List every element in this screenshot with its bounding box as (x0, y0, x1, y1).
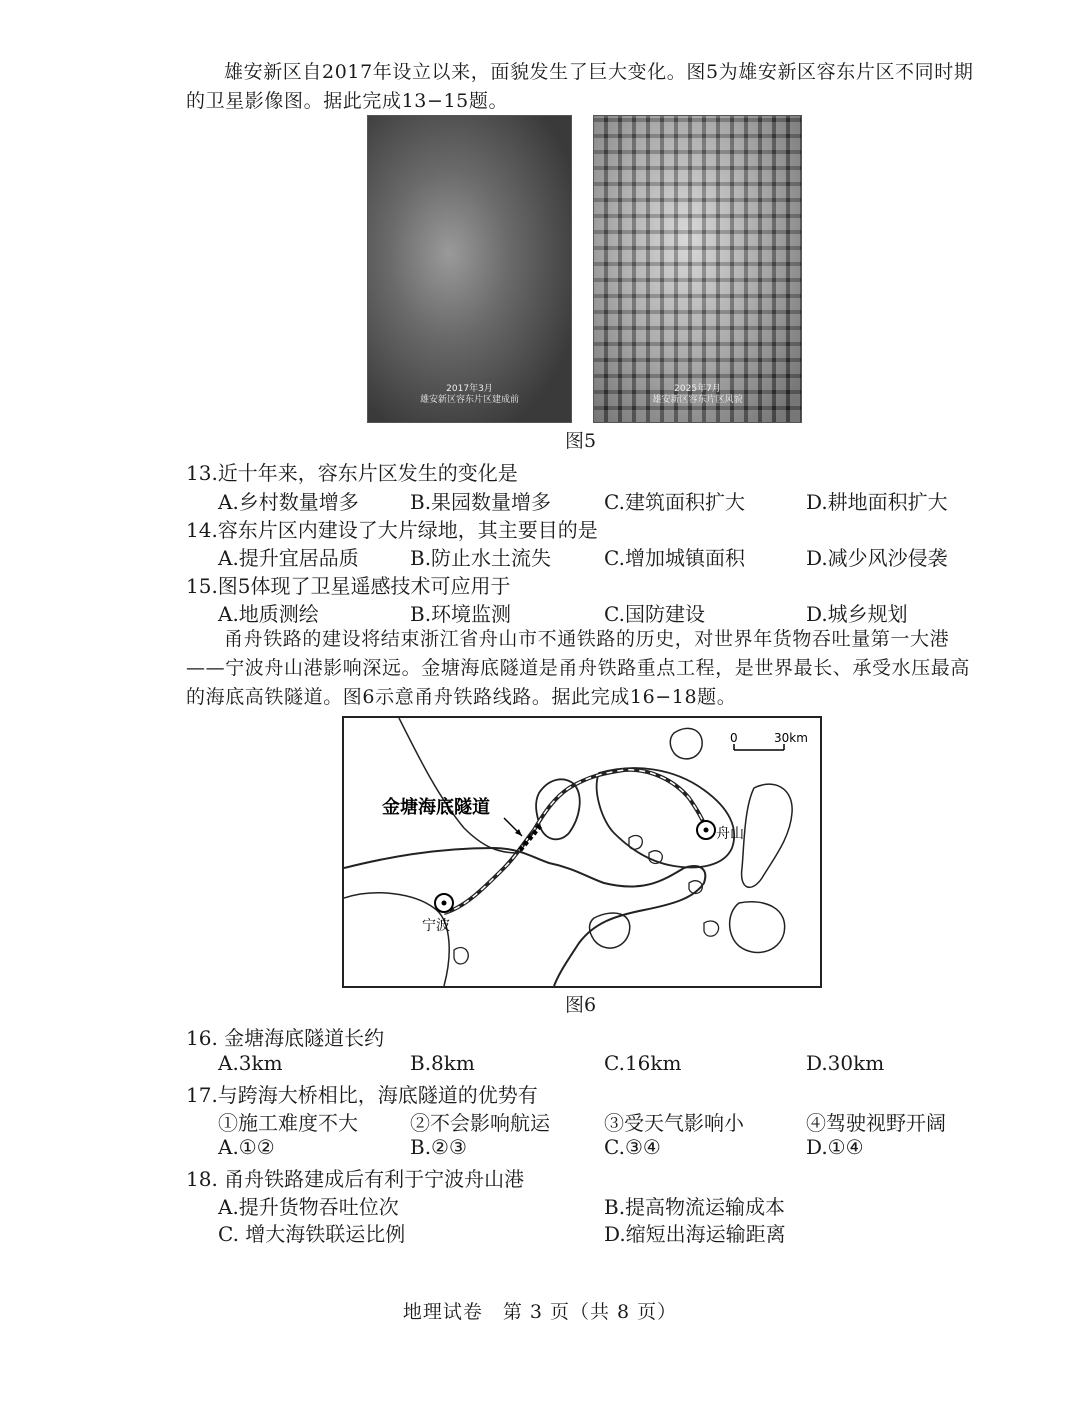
island-northeast (670, 728, 702, 759)
satellite-label-2025-title: 雄安新区容东片区风貌 (652, 395, 743, 405)
q15-option-c: C.国防建设 (604, 602, 705, 626)
q13-option-a: A.乡村数量增多 (218, 490, 359, 514)
ningbo-marker-dot (442, 901, 447, 906)
scale-label-zero: 0 (730, 731, 738, 745)
q18-option-d: D.缩短出海运输距离 (604, 1222, 786, 1246)
q14-option-b: B.防止水土流失 (410, 546, 552, 570)
figure-5-caption: 图5 (565, 430, 597, 452)
figure-6-caption: 图6 (565, 994, 597, 1016)
satellite-label-2017-title: 雄安新区容东片区建成前 (419, 395, 519, 405)
q16-option-c: C.16km (604, 1051, 682, 1075)
ningbo-label: 宁波 (422, 918, 450, 934)
satellite-image-2025 (593, 115, 802, 423)
island-south (590, 913, 630, 948)
q18-option-c: C. 增大海铁联运比例 (218, 1222, 406, 1246)
question-17-stem: 17.与跨海大桥相比，海底隧道的优势有 (186, 1083, 538, 1107)
island-southeast (730, 902, 785, 953)
q18-option-a: A.提升货物吞吐位次 (218, 1195, 399, 1219)
q17-option-d: D.①④ (806, 1135, 864, 1159)
island-small-5 (704, 921, 719, 936)
railway-line (444, 770, 706, 913)
q15-option-d: D.城乡规划 (806, 602, 908, 626)
tunnel-label: 金塘海底隧道 (382, 797, 490, 818)
question-16-stem: 16. 金塘海底隧道长约 (186, 1026, 385, 1050)
zhoushan-marker-dot (704, 828, 709, 833)
railway-map (342, 716, 822, 988)
q13-option-d: D.耕地面积扩大 (806, 490, 948, 514)
q13-option-b: B.果园数量增多 (410, 490, 552, 514)
q17-option-a: A.①② (218, 1135, 275, 1159)
mainland-coastline (344, 848, 705, 986)
satellite-label-2025-date: 2025年7月 (674, 384, 721, 394)
q13-option-c: C.建筑面积扩大 (604, 490, 745, 514)
q17-option-c: C.③④ (604, 1135, 661, 1159)
question-18-stem: 18. 甬舟铁路建成后有利于宁波舟山港 (186, 1167, 525, 1191)
q16-option-d: D.30km (806, 1051, 885, 1075)
mainland-coastline-south (344, 893, 449, 986)
q15-option-b: B.环境监测 (410, 602, 512, 626)
page-footer: 地理试卷 第 3 页（共 8 页） (402, 1301, 678, 1323)
railway-line-inner (444, 770, 706, 913)
q14-option-a: A.提升宜居品质 (218, 546, 359, 570)
q16-option-b: B.8km (410, 1051, 475, 1075)
q18-option-b: B.提高物流运输成本 (604, 1195, 786, 1219)
island-east (742, 784, 793, 887)
q17-option-b: B.②③ (410, 1135, 467, 1159)
q17-item-4: ④驾驶视野开阔 (806, 1111, 946, 1135)
intro-paragraph-1: 雄安新区自2017年设立以来，面貌发生了巨大变化。图5为雄安新区容东片区不同时期的卫星影像图。据此完成13−15题。 (186, 61, 974, 112)
q17-item-1: ①施工难度不大 (218, 1111, 358, 1135)
question-15-stem: 15.图5体现了卫星遥感技术可应用于 (186, 574, 511, 598)
boundary-line (399, 718, 519, 853)
jintang-island (536, 779, 580, 839)
satellite-label-2017-date: 2017年3月 (446, 384, 493, 394)
railway-map-drawing (344, 718, 820, 986)
q14-option-c: C.增加城镇面积 (604, 546, 745, 570)
scale-label-end: 30km (774, 731, 808, 745)
q14-option-d: D.减少风沙侵袭 (806, 546, 948, 570)
q16-option-a: A.3km (218, 1051, 283, 1075)
q17-item-2: ②不会影响航运 (410, 1111, 550, 1135)
zhoushan-label: 舟山 (716, 826, 744, 842)
question-14-stem: 14.容东片区内建设了大片绿地，其主要目的是 (186, 518, 598, 542)
zhoushan-island (597, 768, 734, 867)
q15-option-a: A.地质测绘 (218, 602, 319, 626)
question-13-stem: 13.近十年来，容东片区发生的变化是 (186, 461, 518, 485)
satellite-image-2017 (367, 115, 572, 423)
island-small-4 (454, 948, 468, 964)
q17-item-3: ③受天气影响小 (604, 1111, 744, 1135)
intro-paragraph-2: 甬舟铁路的建设将结束浙江省舟山市不通铁路的历史，对世界年货物吞吐量第一大港——宁波舟山港影响深远。金塘海底隧道是甬舟铁路重点工程，是世界最长、承受水压最高的海底高铁隧道。图6示意甬舟铁路线路。据此完成16−18题。 (186, 628, 971, 708)
